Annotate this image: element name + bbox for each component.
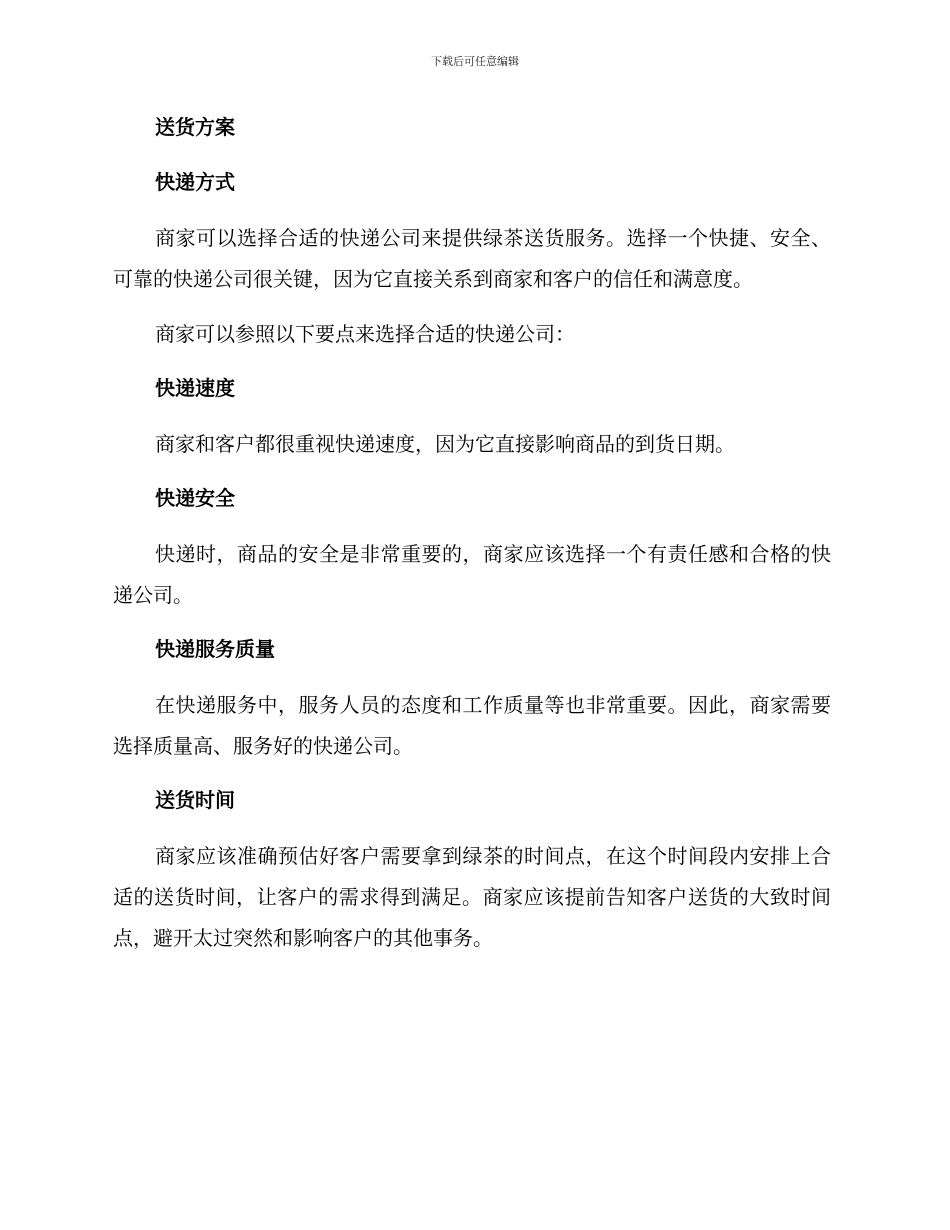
heading-delivery-time: 送货时间 — [155, 788, 235, 812]
heading-express-safety: 快递安全 — [155, 486, 235, 510]
paragraph-express-method-2: 商家可以参照以下要点来选择合适的快递公司： — [155, 322, 575, 346]
document-body — [113, 108, 831, 973]
heading-delivery-plan: 送货方案 — [155, 115, 235, 139]
heading-express-speed: 快递速度 — [155, 376, 235, 400]
paragraph-service-quality: 在快递服务中，服务人员的态度和工作质量等也非常重要。因此，商家需要选择质量高、服务好的快递公司。 — [113, 693, 831, 758]
paragraph-delivery-time: 商家应该准确预估好客户需要拿到绿茶的时间点，在这个时间段内安排上合适的送货时间，让客户的需求得到满足。商家应该提前告知客户送货的大致时间点，避开太过突然和影响客户的其他事务。 — [113, 844, 831, 950]
heading-service-quality: 快递服务质量 — [155, 637, 275, 661]
paragraph-express-method-1: 商家可以选择合适的快递公司来提供绿茶送货服务。选择一个快捷、安全、可靠的快递公司很关键，因为它直接关系到商家和客户的信任和满意度。 — [113, 226, 831, 291]
paragraph-express-safety: 快递时，商品的安全是非常重要的，商家应该选择一个有责任感和合格的快递公司。 — [113, 542, 831, 607]
heading-express-method: 快递方式 — [155, 170, 235, 194]
page-header-note: 下载后可任意编辑 — [431, 55, 519, 68]
paragraph-express-speed: 商家和客户都很重视快递速度，因为它直接影响商品的到货日期。 — [155, 432, 735, 456]
